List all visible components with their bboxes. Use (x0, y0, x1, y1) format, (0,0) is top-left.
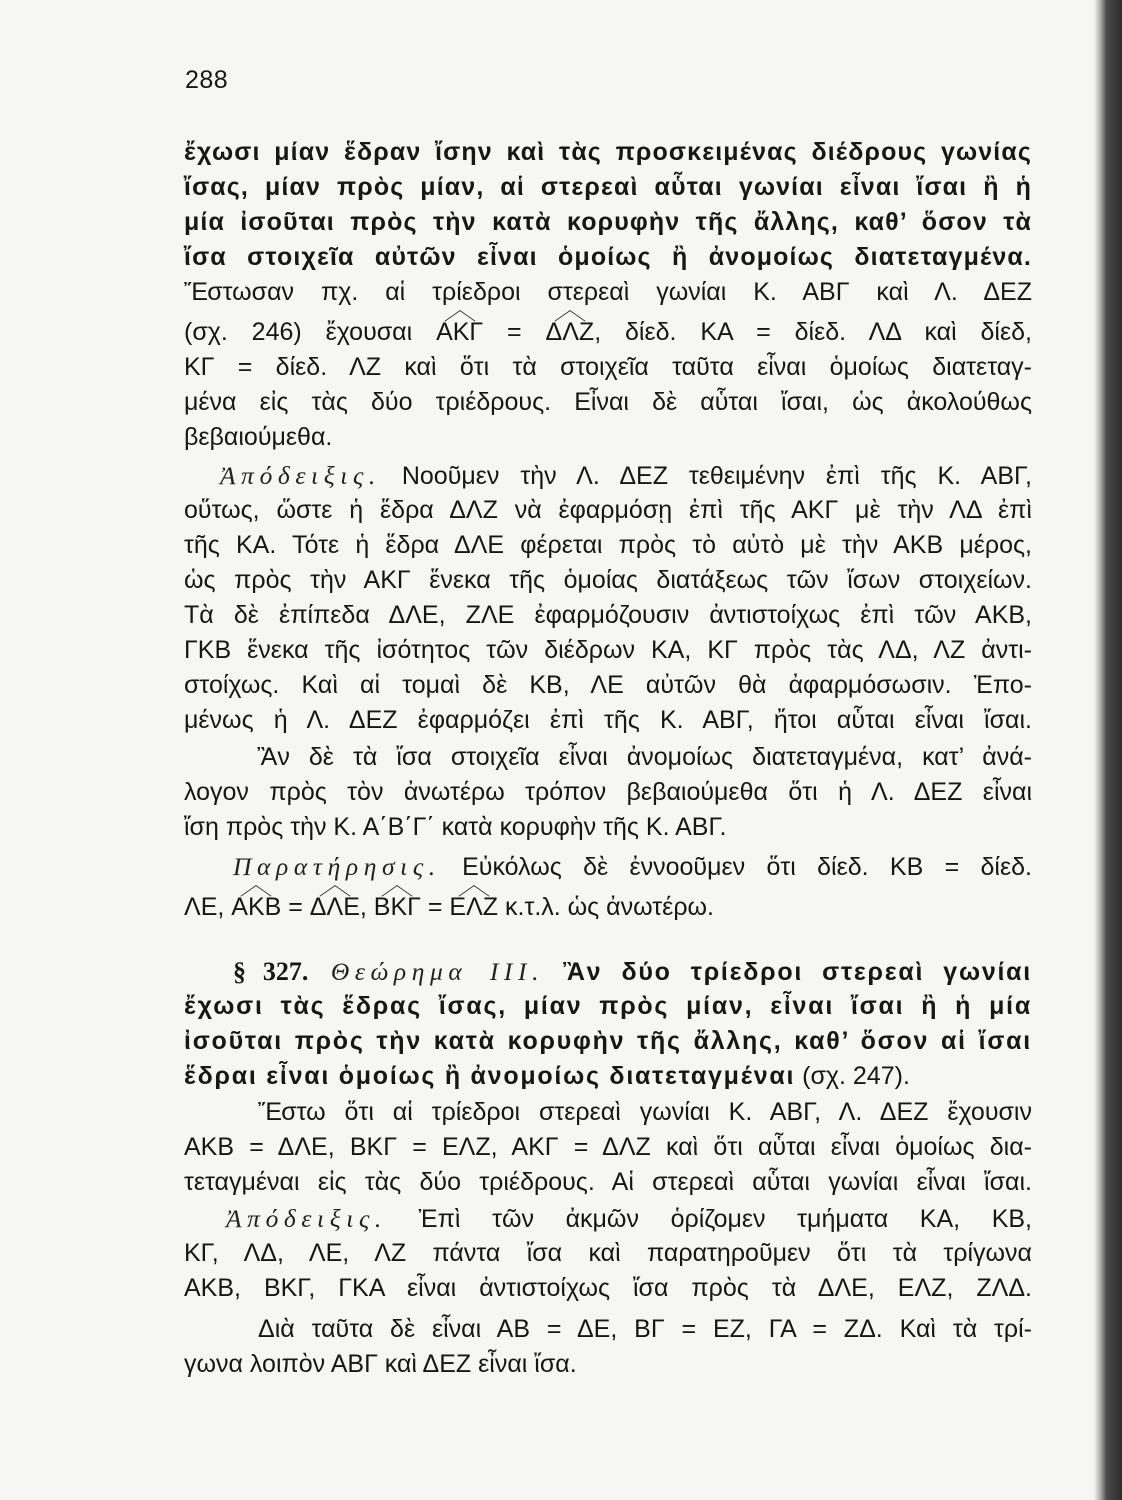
body-text: (σχ. 247). (795, 1061, 910, 1090)
paragraph-proof (184, 458, 1032, 738)
text-line (184, 493, 1032, 528)
text-line (184, 703, 1032, 738)
bold-text: ἔχωσι τὰς ἕδρας ἴσας, μίαν πρὸς μίαν, εἶναι ἴσαι ἢ ἡ μία (184, 991, 1032, 1020)
text-line (184, 458, 1032, 493)
text-line (184, 1312, 1032, 1347)
body-text: στοίχως. Καὶ αἱ τομαὶ δὲ ΚΒ, ΛΕ αὐτῶν θὰ ἀφαρμόσωσιν. Ἐπο- (184, 670, 1032, 699)
text-line (184, 315, 1032, 350)
text-line (184, 668, 1032, 703)
body-text: τῆς ΚΑ. Τότε ἡ ἕδρα ΔΛΕ φέρεται πρὸς τὸ αὐτὸ μὲ τὴν ΑΚΒ μέρος, (184, 530, 1032, 559)
paragraph-theorem-conclusion (184, 135, 1032, 455)
scan-edge-shadow (1094, 0, 1122, 1500)
text-line (184, 1165, 1032, 1200)
body-text: ΑΚΒ = ΔΛΕ, ΒΚΓ = ΕΛΖ, ΑΚΓ = ΔΛΖ καὶ ὅτι αὗται εἶναι ὁμοίως δια- (184, 1132, 1032, 1161)
paragraph-remark (184, 849, 1032, 925)
text-line (184, 890, 1032, 925)
body-text: , (359, 892, 374, 921)
bold-text: Ἂν δύο τρίεδροι στερεαὶ γωνίαι (544, 957, 1032, 986)
body-text: = (420, 892, 450, 921)
body-text: μένως ἡ Λ. ΔΕΖ ἐφαρμόζει ἐπὶ τῆς Κ. ΑΒΓ, ἤτοι αὗται εἶναι ἴσαι. (184, 705, 1032, 734)
text-line (184, 1236, 1032, 1271)
body-text: ἴση πρὸς τὴν Κ. Α΄Β΄Γ΄ κατὰ κορυφὴν τῆς Κ. ΑΒΓ. (184, 812, 727, 841)
body-text: Ἔστω ὅτι αἱ τρίεδροι στερεαὶ γωνίαι Κ. ΑΒΓ, Λ. ΔΕΖ ἔχουσιν (258, 1097, 1032, 1126)
body-text: ΚΓ, ΛΔ, ΛΕ, ΛΖ πάντα ἴσα καὶ παρατηροῦμεν ὅτι τὰ τρίγωνα (184, 1238, 1032, 1267)
text-line (184, 135, 1032, 170)
body-text: τεταγμέναι εἰς τὰς δύο τριέδρους. Αἱ στερεαὶ αὗται γωνίαι εἶναι ἴσαι. (184, 1167, 1032, 1196)
angle-notation: ΑΚΒ (231, 892, 282, 921)
paragraph-theorem-327 (184, 954, 1032, 1094)
body-text: Ἔστωσαν πχ. αἱ τρίεδροι στερεαὶ γωνίαι Κ. ΑΒΓ καὶ Λ. ΔΕΖ (184, 277, 1032, 306)
bold-text: ἴσας, μίαν πρὸς μίαν, αἱ στερεαὶ αὗται γωνίαι εἶναι ἴσαι ἢ ἡ (184, 172, 1032, 201)
body-text: ΑΚΒ, ΒΚΓ, ΓΚΑ εἶναι ἀντιστοίχως ἴσα πρὸς τὰ ΔΛΕ, ΕΛΖ, ΖΛΔ. (184, 1273, 1032, 1302)
italic-heading: Ἀπόδειξις. (220, 460, 381, 490)
text-line (184, 1347, 1032, 1382)
body-text: βεβαιούμεθα. (184, 422, 333, 451)
section-number: § 327. (233, 956, 309, 986)
bold-text: ἰσοῦται πρὸς τὴν κατὰ κορυφὴν τῆς ἄλλης, καθ’ ὅσον αἱ ἴσαι (184, 1026, 1032, 1055)
body-text: κ.τ.λ. ὡς ἀνωτέρω. (498, 892, 715, 921)
body-text: ΓΚΒ ἕνεκα τῆς ἰσότητος τῶν διέδρων ΚΑ, ΚΓ πρὸς τὰς ΛΔ, ΛΖ ἀντι- (184, 635, 1032, 664)
text-line (184, 563, 1032, 598)
text-line (184, 598, 1032, 633)
body-text: ὡς πρὸς τὴν ΑΚΓ ἕνεκα τῆς ὁμοίας διατάξεως τῶν ἴσων στοιχείων. (184, 565, 1032, 594)
body-text: = (483, 317, 546, 346)
text-line (184, 633, 1032, 668)
text-line (184, 420, 1032, 455)
text-line (184, 1095, 1032, 1130)
text-line (184, 1059, 1032, 1094)
text-line (184, 810, 1032, 845)
angle-notation: ΕΛΖ (449, 892, 499, 921)
angle-notation: ΔΛΕ (309, 892, 360, 921)
body-text: ΚΓ = δίεδ. ΛΖ καὶ ὅτι τὰ στοιχεῖα ταῦτα εἶναι ὁμοίως διατεταγ- (184, 352, 1032, 381)
text-line (184, 275, 1032, 310)
body-text: Ἐπὶ τῶν ἀκμῶν ὁρίζομεν τμήματα ΚΑ, ΚΒ, (386, 1204, 1032, 1233)
body-text: (σχ. 246) ἔχουσαι (184, 317, 437, 346)
text-line (184, 1130, 1032, 1165)
body-text: = (281, 892, 310, 921)
text-line (184, 849, 1032, 884)
body-text: γωνα λοιπὸν ΑΒΓ καὶ ΔΕΖ εἶναι ἴσα. (184, 1349, 577, 1378)
angle-notation: ΔΛΖ (545, 317, 595, 346)
text-line (184, 1201, 1032, 1236)
paragraph-proof-2 (184, 1201, 1032, 1306)
text-line (184, 205, 1032, 240)
bold-text: μία ἰσοῦται πρὸς τὴν κατὰ κορυφὴν τῆς ἄλλης, καθ’ ὅσον τὰ (184, 207, 1032, 236)
body-text: Νοοῦμεν τὴν Λ. ΔΕΖ τεθειμένην ἐπὶ τῆς Κ. ΑΒΓ, (380, 461, 1032, 490)
body-text: οὕτως, ὥστε ἡ ἕδρα ΔΛΖ νὰ ἐφαρμόσῃ ἐπὶ τῆς ΑΚΓ μὲ τὴν ΛΔ ἐπὶ (184, 495, 1032, 524)
text-block (184, 135, 1032, 1382)
text-line (184, 1271, 1032, 1306)
angle-notation: ΒΚΓ (373, 892, 421, 921)
angle-notation: ΑΚΓ (436, 317, 484, 346)
text-line (184, 170, 1032, 205)
body-text: , δίεδ. ΚΑ = δίεδ. ΛΔ καὶ δίεδ, (594, 317, 1032, 346)
italic-heading: Θεώρημα III. (308, 956, 545, 986)
body-text: μένα εἰς τὰς δύο τριέδρους. Εἶναι δὲ αὗται ἴσαι, ὡς ἀκολούθως (184, 387, 1032, 416)
text-line (184, 350, 1032, 385)
body-text: Διὰ ταῦτα δὲ εἶναι ΑΒ = ΔΕ, ΒΓ = ΕΖ, ΓΑ = ΖΔ. Καὶ τὰ τρί- (258, 1314, 1032, 1343)
text-line (184, 740, 1032, 775)
body-text: ΛΕ, (184, 892, 232, 921)
text-line (184, 240, 1032, 275)
page-number: 288 (185, 66, 229, 94)
bold-text: ἴσα στοιχεῖα αὐτῶν εἶναι ὁμοίως ἢ ἀνομοίως διατεταγμένα. (184, 242, 1032, 271)
paragraph-conclusion (184, 1312, 1032, 1382)
text-line (184, 1024, 1032, 1059)
italic-heading: Παρατήρησις. (233, 851, 441, 881)
text-line (184, 989, 1032, 1024)
text-line (184, 775, 1032, 810)
body-text: Ἂν δὲ τὰ ἴσα στοιχεῖα εἶναι ἀνομοίως διατεταγμένα, κατ’ ἀνά- (257, 742, 1032, 771)
text-line (184, 954, 1032, 989)
paragraph-unlike-arrangement (184, 740, 1032, 845)
paragraph-hypothesis (184, 1095, 1032, 1200)
body-text: Εὐκόλως δὲ ἐννοοῦμεν ὅτι δίεδ. ΚΒ = δίεδ. (440, 852, 1032, 881)
text-line (184, 528, 1032, 563)
bold-text: ἔχωσι μίαν ἕδραν ἴσην καὶ τὰς προσκειμένας διέδρους γωνίας (184, 137, 1032, 166)
bold-text: ἕδραι εἶναι ὁμοίως ἢ ἀνομοίως διατεταγμέναι (184, 1061, 796, 1090)
italic-heading: Ἀπόδειξις. (226, 1203, 387, 1233)
text-line (184, 385, 1032, 420)
body-text: Τὰ δὲ ἐπίπεδα ΔΛΕ, ΖΛΕ ἐφαρμόζουσιν ἀντιστοίχως ἐπὶ τῶν ΑΚΒ, (184, 600, 1032, 629)
body-text: λογον πρὸς τὸν ἀνωτέρω τρόπον βεβαιούμεθα ὅτι ἡ Λ. ΔΕΖ εἶναι (184, 777, 1032, 806)
